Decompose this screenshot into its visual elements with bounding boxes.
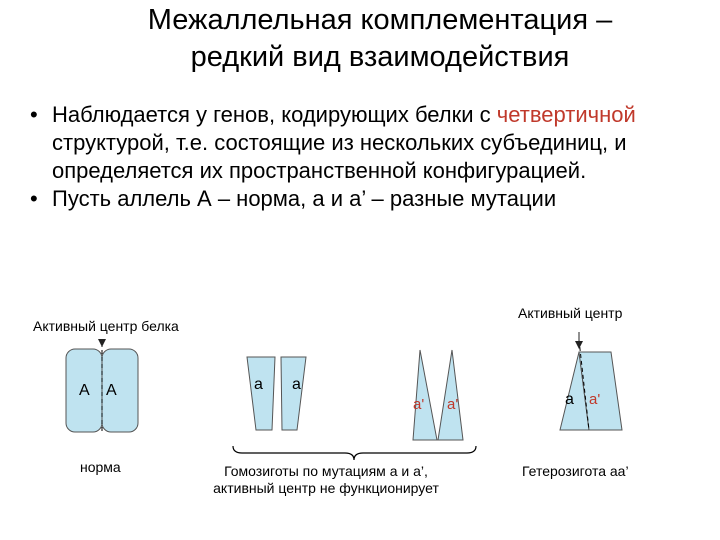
homozygotes-brace — [233, 446, 476, 460]
hetero-allele-left: а — [565, 391, 574, 408]
homozygotes-caption-line-2: активный центр не функционирует — [213, 480, 439, 496]
bullet-highlight-term: четвертичной — [496, 102, 636, 127]
homo-a-allele-right: а — [292, 376, 301, 393]
homo-a-subunit-left — [247, 357, 275, 430]
norm-active-center-marker — [98, 339, 106, 347]
bullet-marker: • — [30, 186, 38, 211]
norm-caption: норма — [80, 459, 121, 475]
homozygotes-caption — [176, 463, 476, 497]
norm-allele-right: А — [106, 382, 117, 399]
bullet-text: Пусть аллель А – норма, а и а’ – разные мутации — [52, 186, 557, 211]
bullet-text-start: Наблюдается у генов, кодирующих белки с — [52, 102, 491, 127]
homo-a-prime-subunit-right — [438, 350, 463, 440]
hetero-allele-right: а' — [589, 391, 601, 408]
title-line-2: редкий вид взаимодействия — [190, 41, 570, 73]
homo-a-subunit-right — [281, 357, 306, 430]
homo-a-prime-allele-right: а' — [447, 396, 459, 413]
norm-allele-left: А — [79, 382, 90, 399]
bullet-text-end: структурой, т.е. состоящие из нескольких субъединиц, и определяется их пространственной конфигурацией. — [52, 130, 627, 183]
hetero-caption: Гетерозигота аа’ — [522, 463, 629, 479]
bullet-marker: • — [30, 102, 38, 127]
active-center-label-left: Активный центр белка — [33, 318, 179, 334]
homo-a-prime-allele-left: а' — [413, 396, 425, 413]
active-center-label-right: Активный центр — [518, 305, 623, 321]
hetero-active-center-marker — [575, 341, 583, 349]
homo-a-allele-left: а — [254, 376, 263, 393]
homozygotes-caption-line-1: Гомозиготы по мутациям а и а’, — [224, 463, 428, 479]
title-line-1: Межаллельная комплементация – — [147, 4, 613, 36]
homo-a-prime-subunit-left — [413, 350, 437, 440]
